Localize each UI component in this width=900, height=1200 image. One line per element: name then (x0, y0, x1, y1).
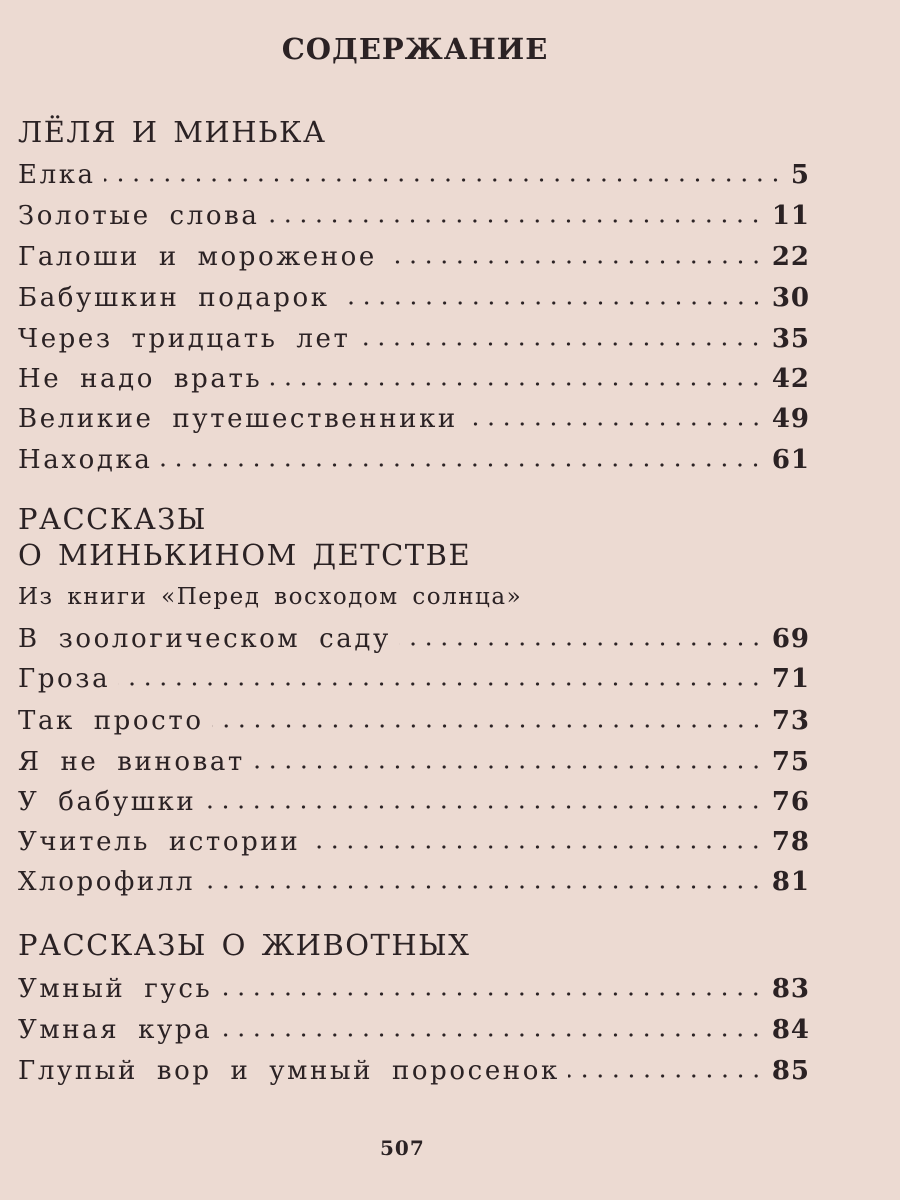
entry-page: 69 (771, 624, 810, 654)
dot-leader (267, 219, 763, 223)
entry-title: Великие путешественники (18, 404, 458, 434)
dot-leader (253, 765, 764, 769)
toc-entry (18, 242, 810, 272)
toc-entry (18, 324, 810, 354)
entry-title: Умная кура (18, 1015, 213, 1045)
dot-leader (118, 682, 764, 686)
toc-entry (18, 624, 810, 654)
entry-page: 61 (771, 445, 810, 475)
section-heading: ЛЁЛЯ И МИНЬКА (18, 115, 327, 149)
entry-title: Хлорофилл (18, 867, 196, 897)
entry-title: Елка (18, 160, 96, 190)
entry-title: В зоологическом саду (18, 624, 391, 654)
section-heading: О МИНЬКИНОМ ДЕТСТВЕ (18, 538, 472, 572)
dot-leader (220, 992, 764, 996)
entry-title: У бабушки (18, 787, 197, 817)
dot-leader (220, 1033, 764, 1037)
toc-entry (18, 787, 810, 817)
toc-entry (18, 747, 810, 777)
entry-title: Не надо врать (18, 364, 263, 394)
toc-entry (18, 404, 810, 434)
entry-title: Галоши и мороженое (18, 242, 377, 272)
entry-page: 49 (771, 404, 810, 434)
entry-title: Глупый вор и умный поросенок (18, 1056, 560, 1086)
entry-title: Я не виноват (18, 747, 245, 777)
entry-page: 78 (771, 827, 810, 857)
toc-entry (18, 445, 810, 475)
entry-page: 35 (771, 324, 810, 354)
dot-leader (466, 422, 764, 426)
entry-page: 11 (771, 201, 810, 231)
dot-leader (270, 382, 764, 386)
toc-entry (18, 706, 810, 736)
entry-page: 73 (771, 706, 810, 736)
entry-page: 76 (771, 787, 810, 817)
dot-leader (160, 463, 763, 467)
dot-leader (399, 642, 764, 646)
entry-title: Так просто (18, 706, 204, 736)
dot-leader (385, 260, 764, 264)
dot-leader (308, 845, 764, 849)
entry-title: Бабушкин подарок (18, 283, 330, 313)
entry-page: 81 (771, 867, 810, 897)
toc-entry (18, 364, 810, 394)
entry-page: 85 (771, 1056, 810, 1086)
entry-title: Находка (18, 445, 153, 475)
section-heading: РАССКАЗЫ (18, 502, 207, 536)
entry-title: Через тридцать лет (18, 324, 351, 354)
dot-leader (212, 724, 764, 728)
entry-page: 22 (771, 242, 810, 272)
dot-leader (104, 178, 783, 182)
toc-entry (18, 664, 810, 694)
dot-leader (338, 301, 764, 305)
entry-title: Учитель истории (18, 827, 301, 857)
toc-entry (18, 974, 810, 1004)
toc-entry (18, 867, 810, 897)
dot-leader (358, 342, 763, 346)
section-heading: РАССКАЗЫ О ЖИВОТНЫХ (18, 928, 471, 962)
toc-entry (18, 283, 810, 313)
entry-page: 30 (771, 283, 810, 313)
toc-entry (18, 1015, 810, 1045)
dot-leader (568, 1074, 764, 1078)
entry-title: Умный гусь (18, 974, 213, 1004)
section-subheading: Из книги «Перед восходом солнца» (18, 584, 523, 610)
toc-entry (18, 201, 810, 231)
dot-leader (204, 805, 764, 809)
toc-entry (18, 160, 810, 190)
entry-page: 75 (771, 747, 810, 777)
entry-page: 5 (790, 160, 810, 190)
dot-leader (203, 885, 764, 889)
entry-page: 71 (771, 664, 810, 694)
entry-page: 84 (771, 1015, 810, 1045)
entry-title: Золотые слова (18, 201, 260, 231)
toc-entry (18, 1056, 810, 1086)
entry-page: 42 (771, 364, 810, 394)
entry-page: 83 (771, 974, 810, 1004)
page-number: 507 (380, 1136, 425, 1160)
toc-entry (18, 827, 810, 857)
page-title: СОДЕРЖАНИЕ (281, 32, 549, 66)
entry-title: Гроза (18, 664, 111, 694)
